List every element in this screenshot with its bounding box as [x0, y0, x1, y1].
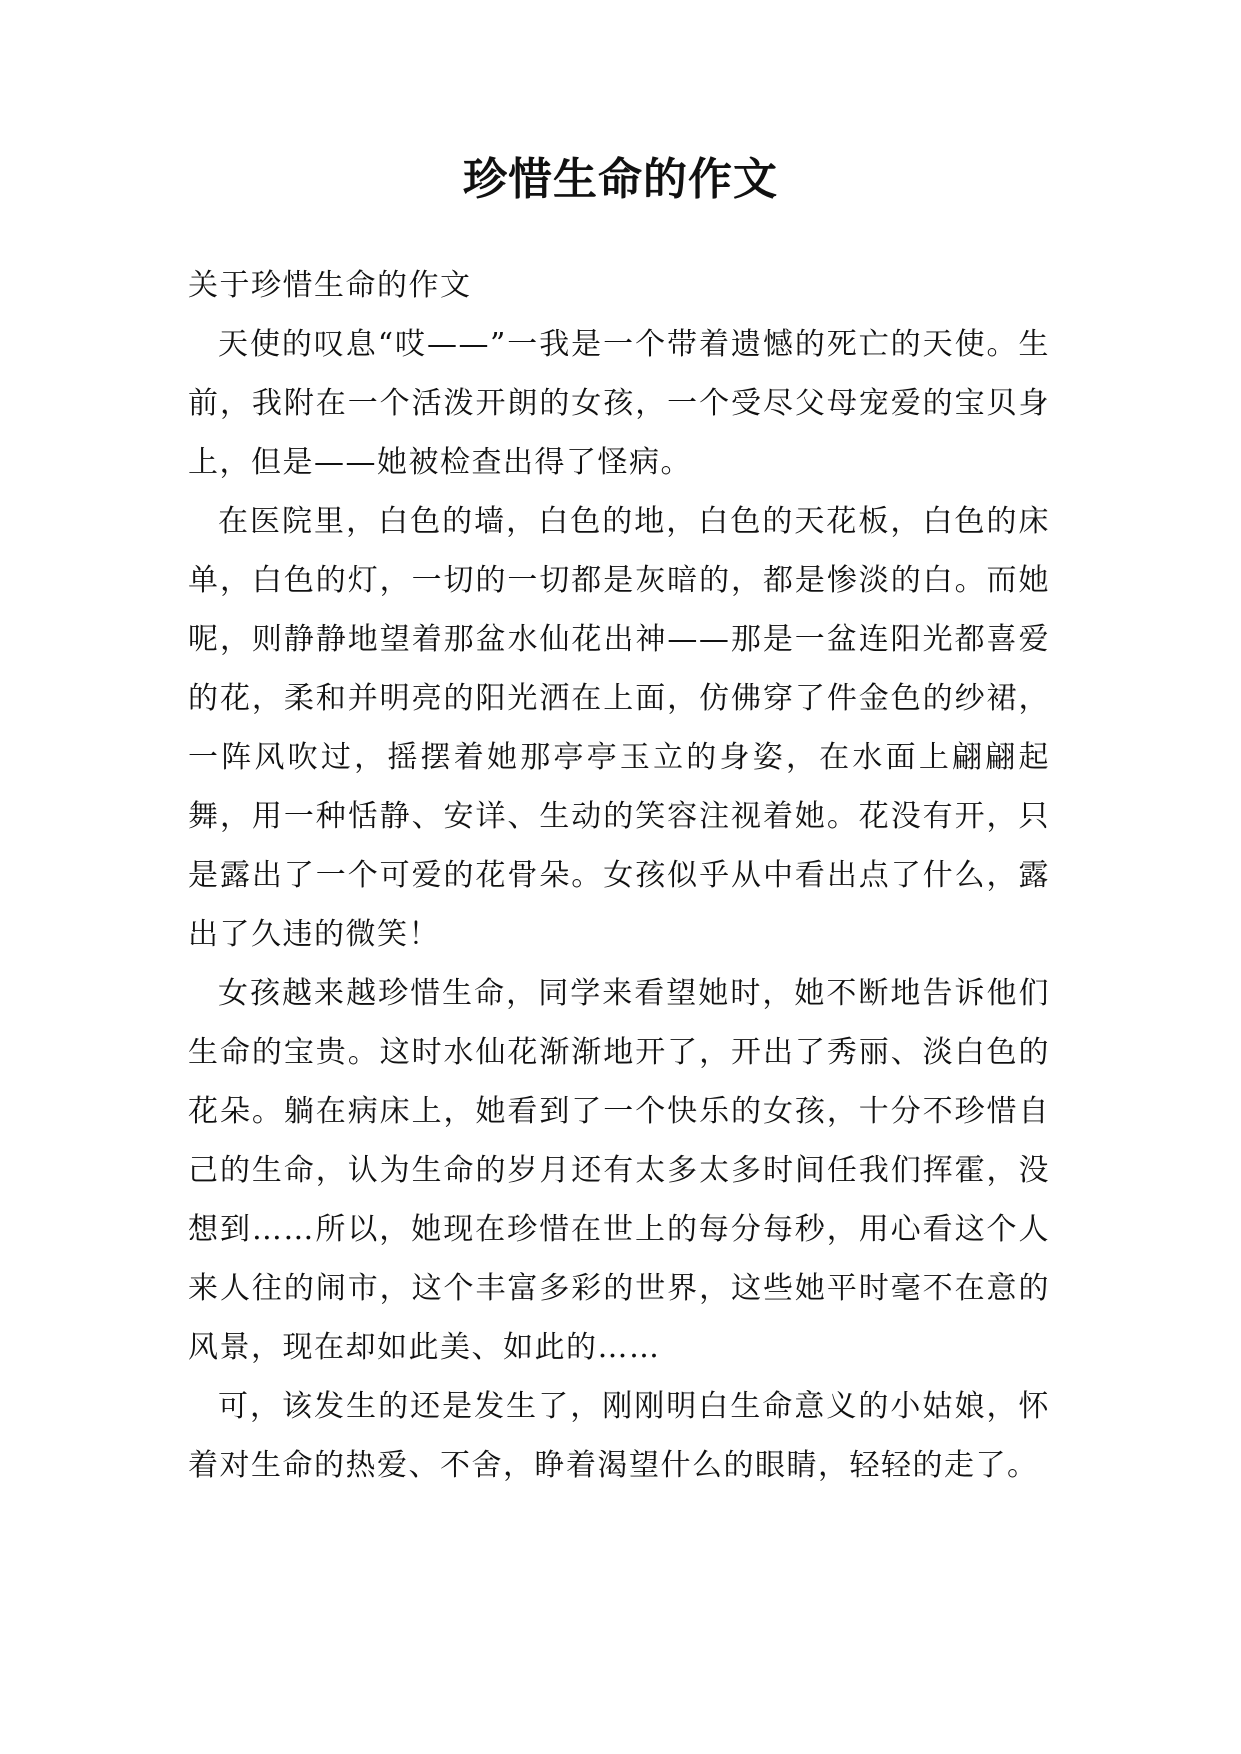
paragraph: 天使的叹息“哎——”一我是一个带着遗憾的死亡的天使。生前，我附在一个活泼开朗的女孩，一个受尽父母宠爱的宝贝身上，但是——她被检查出得了怪病。	[188, 327, 1050, 480]
document-body	[188, 256, 1050, 1495]
document-subtitle: 关于珍惜生命的作文	[188, 268, 472, 303]
document-title: 珍惜生命的作文	[463, 154, 778, 205]
paragraph: 女孩越来越珍惜生命，同学来看望她时，她不断地告诉他们生命的宝贵。这时水仙花渐渐地开了，开出了秀丽、淡白色的花朵。躺在病床上，她看到了一个快乐的女孩，十分不珍惜自己的生命，认为生命的岁月还有太多太多时间任我们挥霍，没想到……所以，她现在珍惜在世上的每分每秒，用心看这个人来人往的闹市，这个丰富多彩的世界，这些她平时毫不在意的风景，现在却如此美、如此的……	[188, 976, 1050, 1365]
paragraph: 在医院里，白色的墙，白色的地，白色的天花板，白色的床单，白色的灯，一切的一切都是灰暗的，都是惨淡的白。而她呢，则静静地望着那盆水仙花出神——那是一盆连阳光都喜爱的花，柔和并明亮的阳光洒在上面，仿佛穿了件金色的纱裙，一阵风吹过，摇摆着她那亭亭玉立的身姿，在水面上翩翩起舞，用一种恬静、安详、生动的笑容注视着她。花没有开，只是露出了一个可爱的花骨朵。女孩似乎从中看出点了什么，露出了久违的微笑！	[188, 504, 1050, 952]
paragraph: 可，该发生的还是发生了，刚刚明白生命意义的小姑娘，怀着对生命的热爱、不舍，睁着渴望什么的眼睛，轻轻的走了。	[188, 1389, 1050, 1483]
